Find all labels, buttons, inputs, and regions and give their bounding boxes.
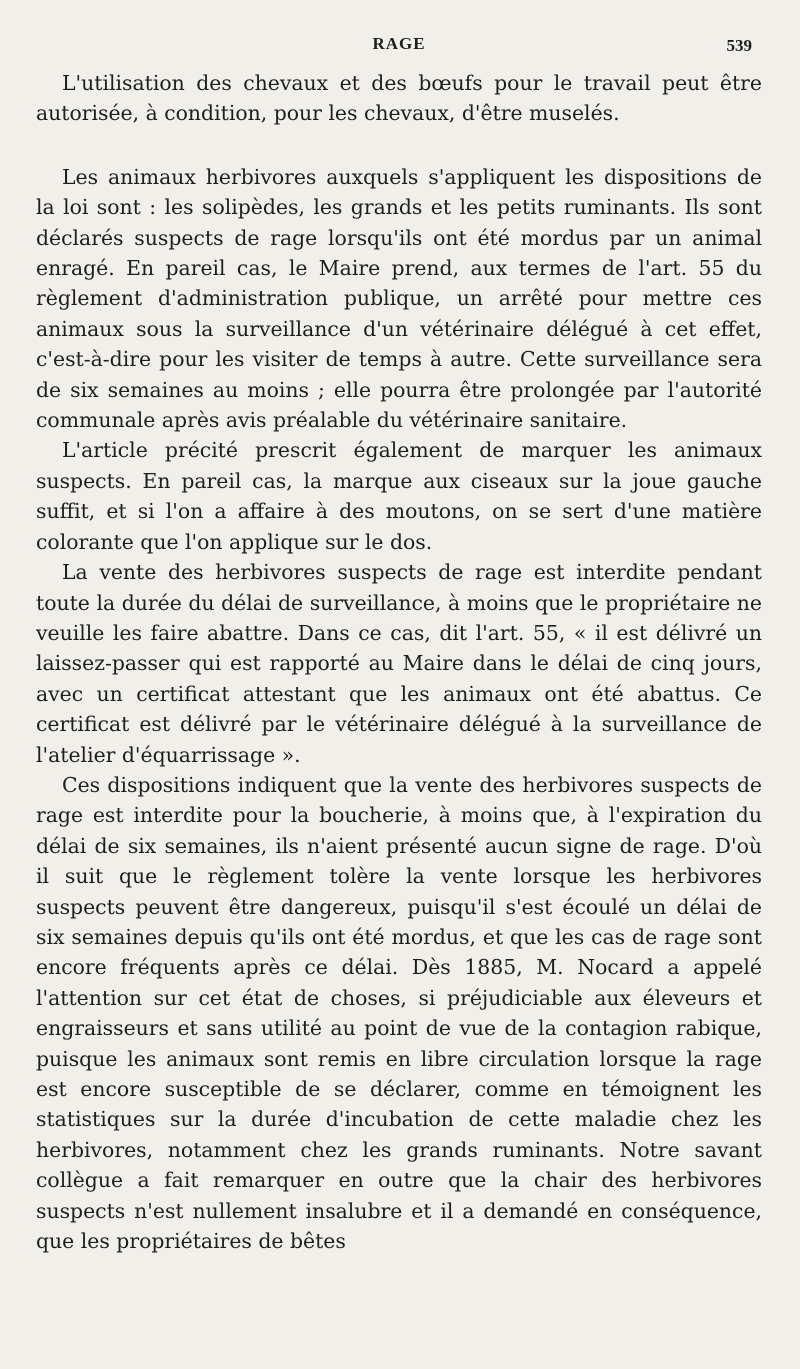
paragraph-sale-prohibition: La vente des herbivores suspects de rage est interdite pendant toute la durée du délai de surveillance, à moins que le propriétaire ne veuille les faire abattre. Dans ce cas, dit l'art. 55, « il est délivré un laissez-passer qui est rapporté au Maire dans le délai de cinq jours, avec un certificat attestant que les animaux ont été abattus. Ce certificat est délivré par le vétérinaire délégué à la surveillance de l'atelier d'équarrissage ».	[36, 560, 762, 767]
running-title: RAGE	[372, 34, 426, 53]
running-head	[36, 34, 762, 56]
paragraph-marking-suspects: L'article précité prescrit également de marquer les animaux suspects. En pareil cas, la marque aux ciseaux sur la joue gauche suffit, et si l'on a affaire à des moutons, on se sert d'une matière colorante que l'on applique sur le dos.	[36, 438, 762, 554]
paragraph-herbivores-surveillance: Les animaux herbivores auxquels s'appliquent les dispositions de la loi sont : les solipèdes, les grands et les petits ruminants. Ils sont déclarés suspects de rage lorsqu'ils ont été mordus par un animal enragé. En pareil cas, le Maire prend, aux termes de l'art. 55 du règlement d'administration publique, un arrêté pour mettre ces animaux sous la surveillance d'un vétérinaire délégué à cet effet, c'est-à-dire pour les visiter de temps à autre. Cette surveillance sera de six semaines au moins ; elle pourra être prolongée par l'autorité communale après avis préalable du vétérinaire sanitaire.	[36, 164, 762, 433]
paragraph-draft-horses: L'utilisation des chevaux et des bœufs pour le travail peut être autorisée, à condition, pour les chevaux, d'être muselés.	[36, 71, 762, 126]
body-text	[36, 68, 762, 1256]
paragraph-nocard-remarks: Ces dispositions indiquent que la vente des herbivores suspects de rage est interdite pour la boucherie, à moins que, à l'expiration du délai de six semaines, ils n'aient présenté aucun signe de rage. D'où il suit que le règlement tolère la vente lorsque les herbivores suspects peuvent être dangereux, puisqu'il s'est écoulé un délai de six semaines depuis qu'ils ont été mordus, et que les cas de rage sont encore fréquents après ce délai. Dès 1885, M. Nocard a appelé l'attention sur cet état de choses, si préjudiciable aux éleveurs et engraisseurs et sans utilité au point de vue de la contagion rabique, puisque les animaux sont remis en libre circulation lorsque la rage est encore susceptible de se déclarer, comme en témoignent les statistiques sur la durée d'incubation de cette maladie chez les herbivores, notamment chez les grands ruminants. Notre savant collègue a fait remarquer en outre que la chair des herbivores suspects n'est nullement insalubre et il a demandé en conséquence, que les propriétaires de bêtes	[36, 772, 762, 1254]
page-number: 539	[726, 36, 752, 55]
